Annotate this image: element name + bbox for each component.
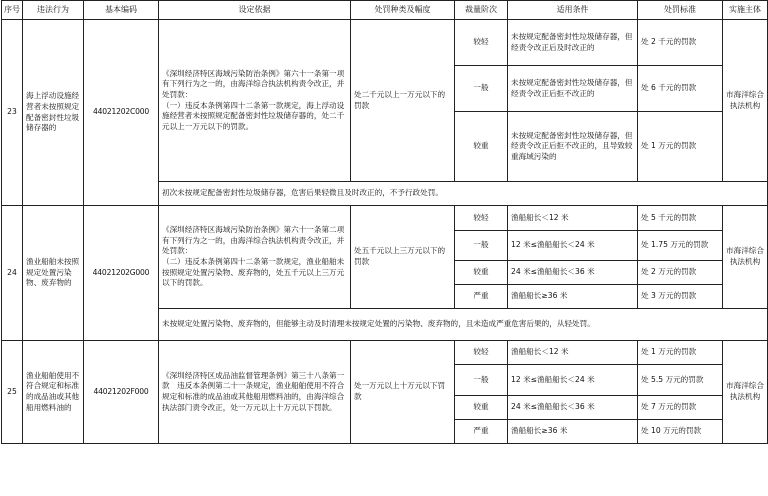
row-penalty-range: 处二千元以上一万元以下的罚款 — [351, 20, 455, 182]
condition-cell: 未按规定配备密封性垃圾储存器，但经责令改正后拒不改正的 — [508, 66, 638, 112]
row-agency: 市海洋综合执法机构 — [723, 206, 768, 309]
table-row — [2, 341, 768, 365]
level-cell: 较轻 — [455, 206, 508, 231]
level-cell: 严重 — [455, 285, 508, 309]
header-seq: 序号 — [2, 1, 23, 20]
standard-cell: 处 1.75 万元的罚款 — [638, 231, 723, 261]
row-agency: 市海洋综合执法机构 — [723, 341, 768, 444]
level-cell: 较轻 — [455, 341, 508, 365]
header-penalty: 处罚种类及幅度 — [351, 1, 455, 20]
condition-cell: 未按规定配备密封性垃圾储存器，但经责令改正后拒不改正的，且导致较重海域污染的 — [508, 112, 638, 182]
header-row — [2, 1, 768, 20]
level-cell: 一般 — [455, 231, 508, 261]
basis-paragraph: （一）违反本条例第四十二条第一款规定，海上浮动设施经营者未按照规定配备密封性垃圾储存器的，处二千元以上一万元以下的罚款。 — [162, 100, 345, 131]
condition-cell: 未按规定配备密封性垃圾储存器，但经责令改正后及时改正的 — [508, 20, 638, 66]
condition-cell: 12 米≤渔船船长＜24 米 — [508, 365, 638, 396]
header-basis: 设定依据 — [159, 1, 351, 20]
standard-cell: 处 5 千元的罚款 — [638, 206, 723, 231]
row-agency: 市海洋综合执法机构 — [723, 20, 768, 182]
row-violation: 渔业船舶使用不符合规定和标准的成品油或其他船用燃料油的 — [23, 341, 84, 444]
condition-cell: 12 米≤渔船船长＜24 米 — [508, 231, 638, 261]
row-violation: 海上浮动设施经营者未按照规定配备密封性垃圾储存器的 — [23, 20, 84, 206]
header-agency: 实施主体 — [723, 1, 768, 20]
basis-paragraph: 《深圳经济特区海域污染防治条例》第六十一条第二项 有下列行为之一的，由海洋综合执法机构责令改正，并处罚款： — [162, 225, 352, 256]
row-note: 初次未按规定配备密封性垃圾储存器，危害后果轻微且及时改正的，不予行政处罚。 — [159, 182, 768, 206]
row-note: 未按规定处置污染物、废弃物的，但能够主动及时清理未按规定处置的污染物、废弃物的，且未造成严重危害后果的，从轻处罚。 — [159, 309, 768, 341]
condition-cell: 24 米≤渔船船长＜36 米 — [508, 396, 638, 420]
basis-paragraph: （二）违反本条例第四十二条第一款规定，渔业船舶未按照规定处置污染物、废弃物的，处五千元以上三万元以下的罚款。 — [162, 257, 345, 288]
header-act: 违法行为 — [23, 1, 84, 20]
header-standard: 处罚标准 — [638, 1, 723, 20]
basis-paragraph: 《深圳经济特区成品油监督管理条例》第三十八条第一款 违反本条例第二十一条规定，渔业船舶使用不符合规定和标准的成品油或其他船用燃料油的，由海洋综合执法部门责令改正，处一万元以上十万元以下罚款。 — [162, 370, 345, 412]
level-cell: 较轻 — [455, 20, 508, 66]
level-cell: 较重 — [455, 261, 508, 285]
standard-cell: 处 10 万元的罚款 — [638, 420, 723, 444]
row-penalty-range: 处五千元以上三万元以下的罚款 — [351, 206, 455, 309]
condition-cell: 渔船船长≥36 米 — [508, 420, 638, 444]
standard-cell: 处 3 万元的罚款 — [638, 285, 723, 309]
row-penalty-range: 处一万元以上十万元以下罚款 — [351, 341, 455, 444]
level-cell: 较重 — [455, 112, 508, 182]
level-cell: 一般 — [455, 66, 508, 112]
condition-cell: 渔船船长＜12 米 — [508, 206, 638, 231]
standard-cell: 处 5.5 万元的罚款 — [638, 365, 723, 396]
header-code: 基本编码 — [84, 1, 159, 20]
row-code: 44021202G000 — [84, 206, 159, 341]
condition-cell: 24 米≤渔船船长＜36 米 — [508, 261, 638, 285]
standard-cell: 处 2 万元的罚款 — [638, 261, 723, 285]
standard-cell: 处 1 万元的罚款 — [638, 341, 723, 365]
row-basis — [159, 206, 351, 309]
penalty-discretion-table — [1, 0, 768, 444]
row-basis — [159, 341, 351, 444]
condition-cell: 渔船船长＜12 米 — [508, 341, 638, 365]
header-level: 裁量阶次 — [455, 1, 508, 20]
condition-cell: 渔船船长≥36 米 — [508, 285, 638, 309]
row-code: 44021202F000 — [84, 341, 159, 444]
standard-cell: 处 7 万元的罚款 — [638, 396, 723, 420]
row-code: 44021202C000 — [84, 20, 159, 206]
row-seq: 24 — [2, 206, 23, 341]
standard-cell: 处 6 千元的罚款 — [638, 66, 723, 112]
standard-cell: 处 2 千元的罚款 — [638, 20, 723, 66]
level-cell: 较重 — [455, 396, 508, 420]
row-seq: 25 — [2, 341, 23, 444]
basis-paragraph: 《深圳经济特区海域污染防治条例》第六十一条第一项 有下列行为之一的，由海洋综合执法机构责令改正，并处罚款： — [162, 68, 352, 99]
level-cell: 一般 — [455, 365, 508, 396]
level-cell: 严重 — [455, 420, 508, 444]
row-seq: 23 — [2, 20, 23, 206]
table-row — [2, 20, 768, 66]
row-basis — [159, 20, 351, 182]
table-row — [2, 206, 768, 231]
row-violation: 渔业船舶未按照规定处置污染物、废弃物的 — [23, 206, 84, 341]
header-condition: 适用条件 — [508, 1, 638, 20]
standard-cell: 处 1 万元的罚款 — [638, 112, 723, 182]
